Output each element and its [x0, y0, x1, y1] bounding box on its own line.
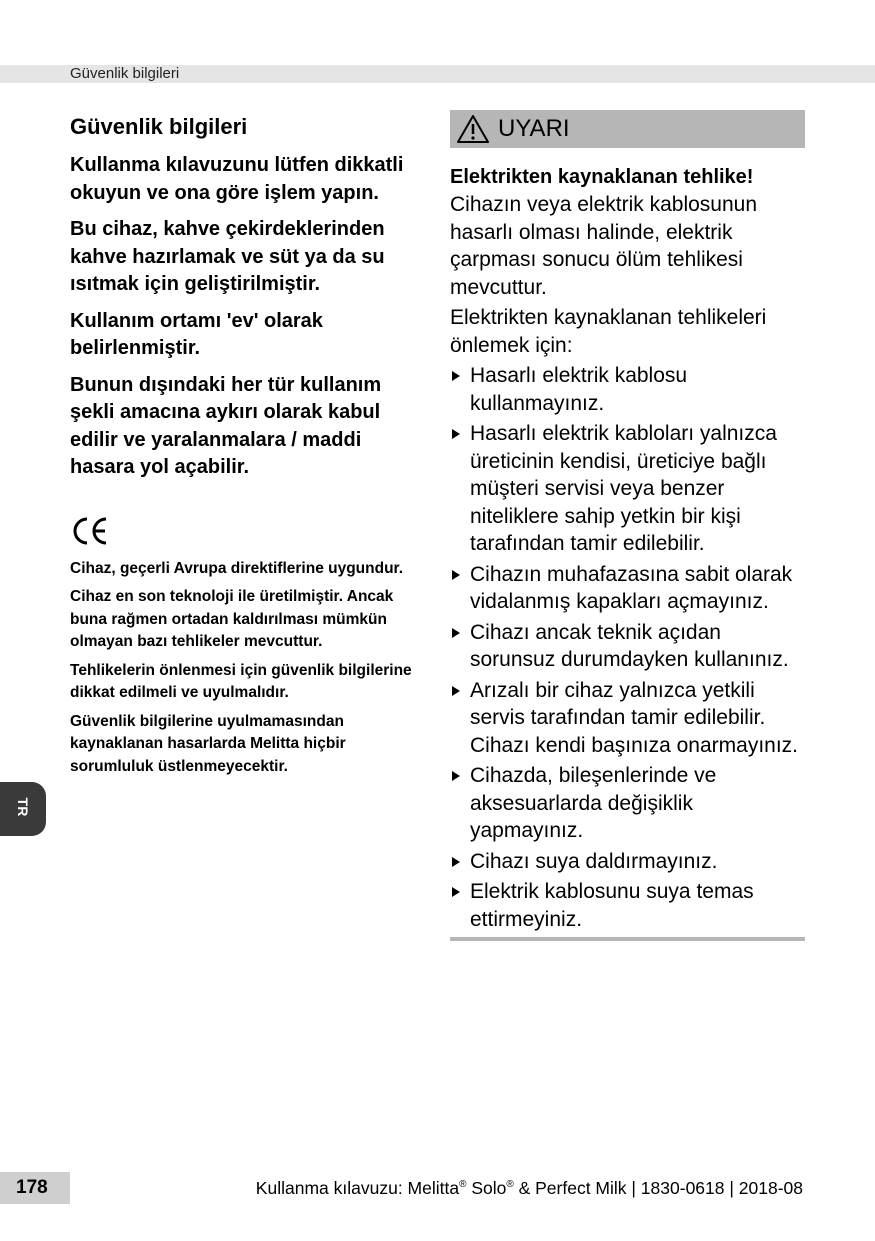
list-item: Cihazı suya daldırmayınız. — [450, 848, 805, 876]
bullet-arrow-icon — [452, 628, 460, 638]
bullet-arrow-icon — [452, 887, 460, 897]
warning-header — [450, 110, 805, 148]
bullet-arrow-icon — [452, 771, 460, 781]
bullet-arrow-icon — [452, 857, 460, 867]
warning-paragraph: Cihazın veya elektrik kablosunun hasarlı olması halinde, elektrik çarpması sonucu ölüm tehlikesi mevcuttur. — [450, 193, 758, 299]
running-header-title: Güvenlik bilgileri — [70, 65, 180, 82]
warning-headline: Elektrikten kaynaklanan tehlike! — [450, 166, 754, 188]
eu-directive-note: Cihaz, geçerli Avrupa direktiflerine uygundur. — [70, 559, 404, 577]
registered-mark: ® — [506, 1179, 514, 1191]
list-item: Cihazı ancak teknik açıdan sorunsuz durumdayken kullanınız. — [450, 619, 805, 674]
list-item: Elektrik kablosunu suya temas ettirmeyiniz. — [450, 878, 805, 933]
section-title: Güvenlik bilgileri — [70, 114, 248, 139]
bullet-arrow-icon — [452, 686, 460, 696]
list-item: Cihazda, bileşenlerinde ve aksesuarlarda değişiklik yapmayınız. — [450, 762, 805, 845]
intro-paragraph: Kullanma kılavuzunu lütfen dikkatli okuyun ve ona göre işlem yapın. — [70, 154, 404, 204]
usage-environment-paragraph: Kullanım ortamı 'ev' olarak belirlenmiştir. — [70, 309, 323, 359]
warning-triangle-icon — [456, 114, 490, 144]
registered-mark: ® — [459, 1179, 467, 1191]
language-tab — [0, 782, 46, 836]
warning-bullet-list — [450, 362, 805, 933]
list-item: Hasarlı elektrik kabloları yalnızca üreticinin kendisi, üreticiye bağlı müşteri servisi veya benzer niteliklere sahip yetkin bir kişi tarafından tamir edilebilir. — [450, 420, 805, 558]
bullet-arrow-icon — [452, 371, 460, 381]
list-item: Arızalı bir cihaz yalnızca yetkili servis tarafından tamir edilebilir. Cihazı kendi başınıza onarmayınız. — [450, 677, 805, 760]
misuse-paragraph: Bunun dışındaki her tür kullanım şekli amacına aykırı olarak kabul edilir ve yaralanmalara / maddi hasara yol açabilir. — [70, 373, 382, 478]
conformity-notes — [70, 558, 415, 779]
page-number: 178 — [16, 1177, 48, 1198]
residual-risk-note: Cihaz en son teknoloji ile üretilmiştir. Ancak buna rağmen ortadan kaldırılması mümkün olmayan bazı tehlikeler mevcuttur. — [70, 588, 394, 650]
safety-info-column — [70, 112, 415, 784]
ce-mark-icon — [70, 516, 415, 550]
list-item: Hasarlı elektrik kablosu kullanmayınız. — [450, 362, 805, 417]
observe-safety-note: Tehlikelerin önlenmesi için güvenlik bilgilerine dikkat edilmeli ve uyulmalıdır. — [70, 661, 412, 701]
liability-note: Güvenlik bilgilerine uyulmamasından kaynaklanan hasarlarda Melitta hiçbir sorumluluk üstlenmeyecektir. — [70, 712, 346, 775]
language-tab-label: TR — [15, 797, 31, 817]
bullet-arrow-icon — [452, 429, 460, 439]
warning-label: UYARI — [498, 115, 570, 142]
footer-text: Kullanma kılavuzu: Melitta® Solo® & Perfect Milk | 1830-0618 | 2018-08 — [255, 1178, 803, 1198]
list-item: Cihazın muhafazasına sabit olarak vidalanmış kapakları açmayınız. — [450, 561, 805, 616]
warning-paragraph: Elektrikten kaynaklanan tehlikeleri önlemek için: — [450, 306, 767, 357]
warning-column — [450, 110, 805, 941]
warning-bottom-rule — [450, 937, 805, 941]
intended-use-paragraph: Bu cihaz, kahve çekirdeklerinden kahve hazırlamak ve süt ya da su ısıtmak için geliştirilmiştir. — [70, 218, 385, 295]
bullet-arrow-icon — [452, 570, 460, 580]
